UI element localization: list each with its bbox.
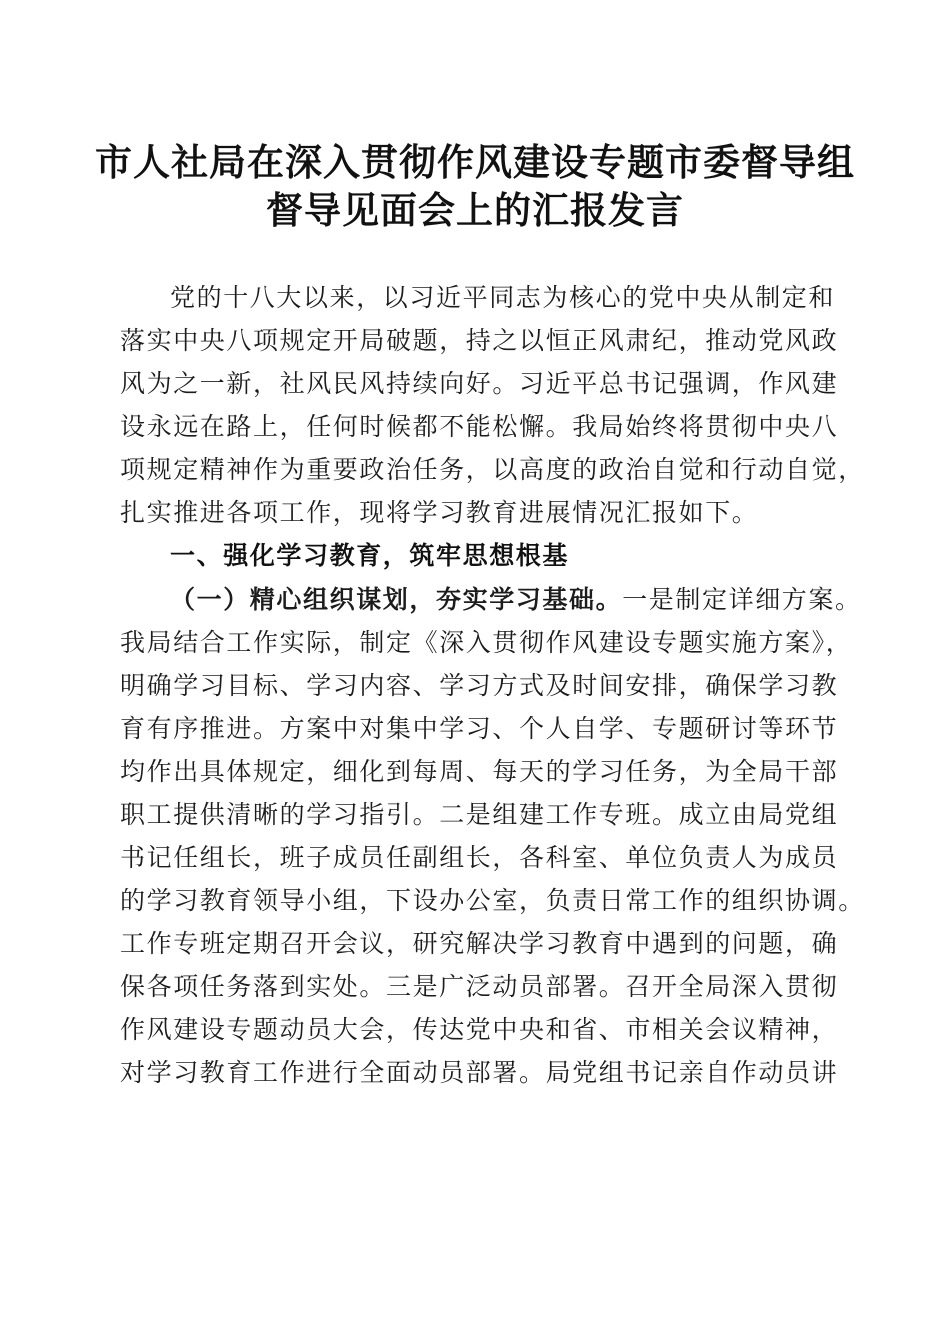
subsection-heading: （一）精心组织谋划，夯实学习基础。 bbox=[170, 585, 623, 614]
intro-line-6: 扎实推进各项工作，现将学习教育进展情况汇报如下。 bbox=[120, 498, 759, 527]
intro-line-3: 风为之一新，社风民风持续向好。习近平总书记强调，作风建 bbox=[120, 369, 839, 398]
body-line-3: 育有序推进。方案中对集中学习、个人自学、专题研讨等环节 bbox=[120, 714, 839, 743]
subsection-first-line-rest: 一是制定详细方案。 bbox=[622, 585, 862, 614]
intro-line-4: 设永远在路上，任何时候都不能松懈。我局始终将贯彻中央八 bbox=[120, 412, 839, 441]
body-line-4: 均作出具体规定，细化到每周、每天的学习任务，为全局干部 bbox=[120, 757, 839, 786]
body-line-8: 工作专班定期召开会议，研究解决学习教育中遇到的问题，确 bbox=[120, 929, 839, 958]
body-line-2: 明确学习目标、学习内容、学习方式及时间安排，确保学习教 bbox=[120, 671, 839, 700]
intro-line-1: 党的十八大以来，以习近平同志为核心的党中央从制定和 bbox=[170, 283, 836, 312]
body-line-9: 保各项任务落到实处。三是广泛动员部署。召开全局深入贯彻 bbox=[120, 972, 839, 1001]
body-line-1: 我局结合工作实际，制定《深入贯彻作风建设专题实施方案》， bbox=[120, 628, 853, 657]
intro-line-2: 落实中央八项规定开局破题，持之以恒正风肃纪，推动党风政 bbox=[120, 326, 839, 355]
document-title-line-2: 督导见面会上的汇报发言 bbox=[266, 188, 684, 232]
intro-line-5: 项规定精神作为重要政治任务，以高度的政治自觉和行动自觉， bbox=[120, 455, 865, 484]
body-line-7: 的学习教育领导小组，下设办公室，负责日常工作的组织协调。 bbox=[120, 886, 865, 915]
document-title-line-1: 市人社局在深入贯彻作风建设专题市委督导组 bbox=[95, 140, 855, 184]
body-line-6: 书记任组长，班子成员任副组长，各科室、单位负责人为成员 bbox=[120, 843, 839, 872]
body-line-5: 职工提供清晰的学习指引。二是组建工作专班。成立由局党组 bbox=[120, 800, 839, 829]
body-line-10: 作风建设专题动员大会，传达党中央和省、市相关会议精神， bbox=[120, 1015, 839, 1044]
subsection-first-line bbox=[170, 584, 862, 616]
section-heading: 一、强化学习教育，筑牢思想根基 bbox=[170, 541, 570, 570]
body-line-11: 对学习教育工作进行全面动员部署。局党组书记亲自作动员讲 bbox=[120, 1058, 839, 1087]
